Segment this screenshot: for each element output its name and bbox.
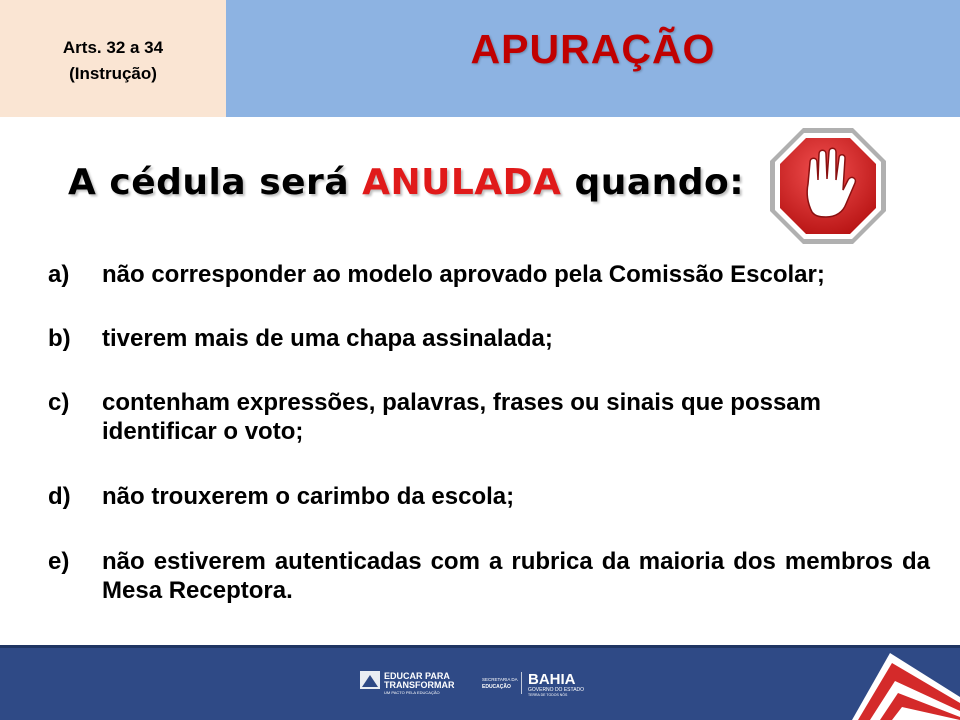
- list-item-text: não estiverem autenticadas com a rubrica da maioria dos membros da Mesa Receptora.: [102, 548, 930, 604]
- logo1-line2: TRANSFORMAR: [384, 680, 455, 690]
- article-reference-line1: Arts. 32 a 34: [62, 38, 164, 57]
- list-item-text: não corresponder ao modelo aprovado pela Comissão Escolar;: [102, 261, 825, 288]
- secretaria-educacao-logo: [482, 672, 522, 694]
- list-item: [48, 260, 930, 289]
- logo3-tagline: TERRA DE TODOS NÓS: [528, 693, 568, 697]
- list-item-text: contenham expressões, palavras, frases ou sinais que possam identificar o voto;: [102, 389, 821, 445]
- list-item-text: não trouxerem o carimbo da escola;: [102, 483, 515, 510]
- logo1-tagline: UM PACTO PELA EDUCAÇÃO: [384, 690, 440, 695]
- list-item: [48, 388, 930, 446]
- list-item-text: tiverem mais de uma chapa assinalada;: [102, 325, 553, 352]
- list-item-letter: c): [48, 389, 70, 416]
- logo2-line2: EDUCAÇÃO: [482, 684, 511, 690]
- heading-prefix: A cédula será: [68, 162, 363, 203]
- list-item-letter: e): [48, 548, 70, 575]
- educar-para-transformar-logo: [360, 671, 455, 695]
- slide-title: APURAÇÃO: [470, 26, 716, 72]
- article-reference: [0, 35, 226, 87]
- logo3-name: BAHIA: [528, 671, 576, 688]
- heading-accent: ANULADA: [362, 162, 562, 203]
- heading-suffix: quando:: [561, 162, 745, 203]
- list-item: [48, 324, 930, 353]
- list-item-letter: a): [48, 261, 70, 288]
- logo2-line1: SECRETARIA DA: [482, 677, 518, 682]
- logo3-sub: GOVERNO DO ESTADO: [528, 687, 585, 693]
- corner-decoration: [850, 645, 960, 720]
- list-item-letter: b): [48, 325, 71, 352]
- article-reference-line2: (Instrução): [69, 64, 157, 83]
- list-item: [48, 482, 930, 511]
- stop-hand-icon: [766, 124, 890, 248]
- footer-divider: [0, 645, 960, 648]
- list-item: [48, 547, 930, 605]
- section-heading: [68, 162, 744, 203]
- footer-logos: [360, 668, 600, 698]
- list-item-letter: d): [48, 483, 71, 510]
- bahia-governo-logo: [528, 671, 584, 697]
- logo1-line1: EDUCAR PARA: [384, 671, 450, 681]
